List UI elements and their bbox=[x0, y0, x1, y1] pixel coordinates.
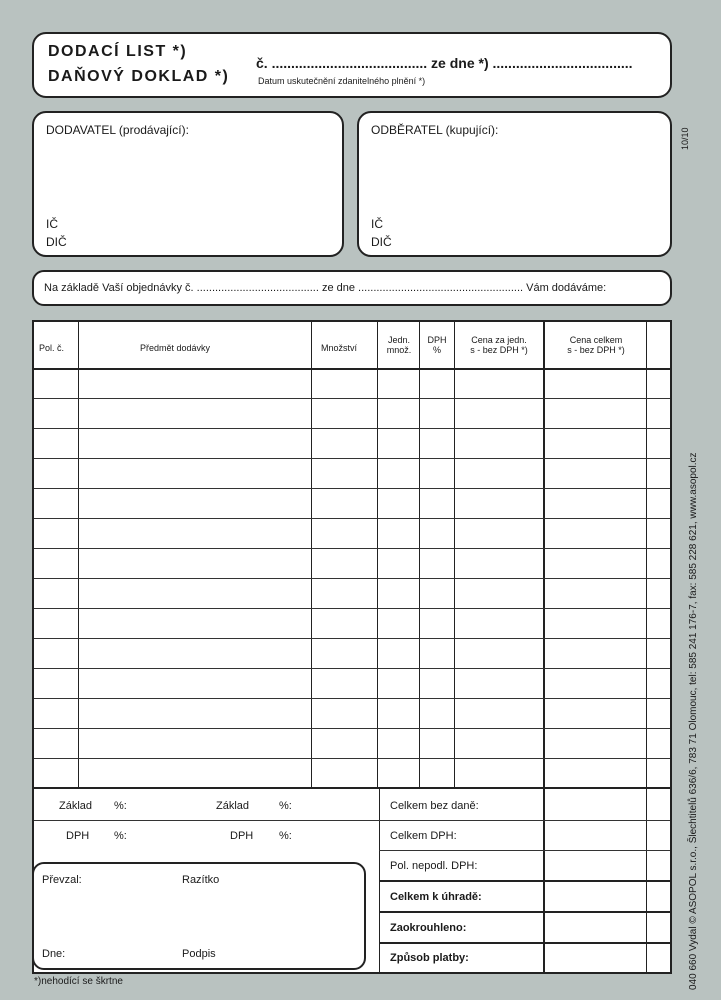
total-without-vat-label: Celkem bez daně: bbox=[390, 800, 479, 812]
col-header-total-price bbox=[546, 335, 646, 355]
table-row-divider bbox=[34, 698, 670, 699]
document-number-line: č. ........................................ ze dne *) .................................... bbox=[256, 55, 633, 71]
summary-divider bbox=[379, 911, 670, 913]
publisher-info: 040 660 Vydal © ASOPOL s.r.o., Šlechtitelů 636/6, 783 71 Olomouc, tel: 585 241 176-7, fax: 585 228 621, www.asopol.cz bbox=[688, 452, 699, 990]
col-header-total-price-line2: s - bez DPH *) bbox=[567, 345, 625, 355]
col-divider bbox=[543, 322, 545, 972]
customer-dic: DIČ bbox=[371, 235, 392, 249]
col-header-vat-line1: DPH bbox=[427, 335, 447, 345]
table-row-divider bbox=[34, 548, 670, 549]
customer-label: ODBĚRATEL (kupující): bbox=[371, 123, 499, 137]
col-header-unit bbox=[379, 335, 419, 355]
table-row-divider bbox=[34, 608, 670, 609]
table-row-divider bbox=[34, 518, 670, 519]
summary-base-label-2: Základ bbox=[216, 800, 250, 812]
total-to-pay-label: Celkem k úhradě: bbox=[390, 891, 482, 903]
col-header-vat bbox=[420, 335, 454, 355]
summary-divider bbox=[379, 850, 670, 851]
signature-label: Podpis bbox=[182, 948, 216, 960]
summary-vat-pct-1: %: bbox=[114, 830, 127, 842]
col-header-pol: Pol. č. bbox=[39, 343, 65, 353]
supplier-dic: DIČ bbox=[46, 235, 67, 249]
title-delivery-note: DODACÍ LIST *) bbox=[48, 43, 188, 60]
table-row-divider bbox=[34, 728, 670, 729]
col-divider bbox=[419, 322, 420, 788]
col-divider bbox=[646, 322, 647, 972]
col-divider bbox=[311, 322, 312, 788]
receipt-box bbox=[32, 862, 366, 970]
col-divider bbox=[454, 322, 455, 788]
non-vat-items-label: Pol. nepodl. DPH: bbox=[390, 860, 478, 872]
summary-base-pct-2: %: bbox=[279, 800, 292, 812]
order-reference-line: Na základě Vaší objednávky č. ........................................ ze dne ...................................................... Vám dodáváme: bbox=[44, 282, 607, 294]
rounded-label: Zaokrouhleno: bbox=[390, 922, 467, 934]
header-divider bbox=[34, 368, 670, 370]
customer-box bbox=[357, 111, 672, 257]
footnote: *)nehodící se škrtne bbox=[34, 976, 123, 987]
col-header-unit-line2: množ. bbox=[386, 345, 412, 355]
table-row-divider bbox=[34, 398, 670, 399]
supplier-box bbox=[32, 111, 344, 257]
table-row-divider bbox=[34, 458, 670, 459]
col-header-qty: Množství bbox=[321, 343, 358, 353]
summary-base-pct-1: %: bbox=[114, 800, 127, 812]
summary-vat-label-1: DPH bbox=[66, 830, 90, 842]
supplier-label: DODAVATEL (prodávající): bbox=[46, 123, 189, 137]
summary-vat-label-2: DPH bbox=[230, 830, 254, 842]
summary-divider bbox=[379, 942, 670, 944]
col-header-vat-line2: % bbox=[432, 345, 441, 355]
summary-base-label-1: Základ bbox=[59, 800, 93, 812]
title-tax-document: DAŇOVÝ DOKLAD *) bbox=[48, 68, 230, 85]
table-row-divider bbox=[34, 668, 670, 669]
table-row-divider bbox=[34, 758, 670, 759]
stamp-label: Razítko bbox=[182, 874, 220, 886]
summary-vat-pct-2: %: bbox=[279, 830, 292, 842]
form-code: 10/10 bbox=[680, 127, 690, 150]
col-header-subject: Předmět dodávky bbox=[140, 343, 211, 353]
header-box bbox=[32, 32, 672, 98]
summary-left-divider bbox=[34, 820, 379, 821]
body-divider bbox=[34, 787, 670, 789]
col-header-unit-price bbox=[455, 335, 543, 355]
table-row-divider bbox=[34, 638, 670, 639]
col-divider bbox=[78, 322, 79, 788]
received-by-label: Převzal: bbox=[42, 874, 82, 886]
taxable-supply-date-note: Datum uskutečnění zdanitelného plnění *) bbox=[258, 76, 426, 86]
table-row-divider bbox=[34, 428, 670, 429]
supplier-ic: IČ bbox=[46, 217, 58, 231]
total-vat-label: Celkem DPH: bbox=[390, 830, 457, 842]
table-row-divider bbox=[34, 578, 670, 579]
col-header-unit-price-line2: s - bez DPH *) bbox=[470, 345, 528, 355]
col-divider bbox=[377, 322, 378, 788]
date-label: Dne: bbox=[42, 948, 66, 960]
payment-method-label: Způsob platby: bbox=[390, 952, 469, 964]
col-header-total-price-line1: Cena celkem bbox=[569, 335, 623, 345]
table-row-divider bbox=[34, 488, 670, 489]
col-header-unit-price-line1: Cena za jedn. bbox=[471, 335, 527, 345]
summary-divider bbox=[379, 880, 670, 882]
col-header-unit-line1: Jedn. bbox=[387, 335, 411, 345]
order-reference-box bbox=[32, 270, 672, 306]
customer-ic: IČ bbox=[371, 217, 383, 231]
summary-divider bbox=[379, 820, 670, 821]
